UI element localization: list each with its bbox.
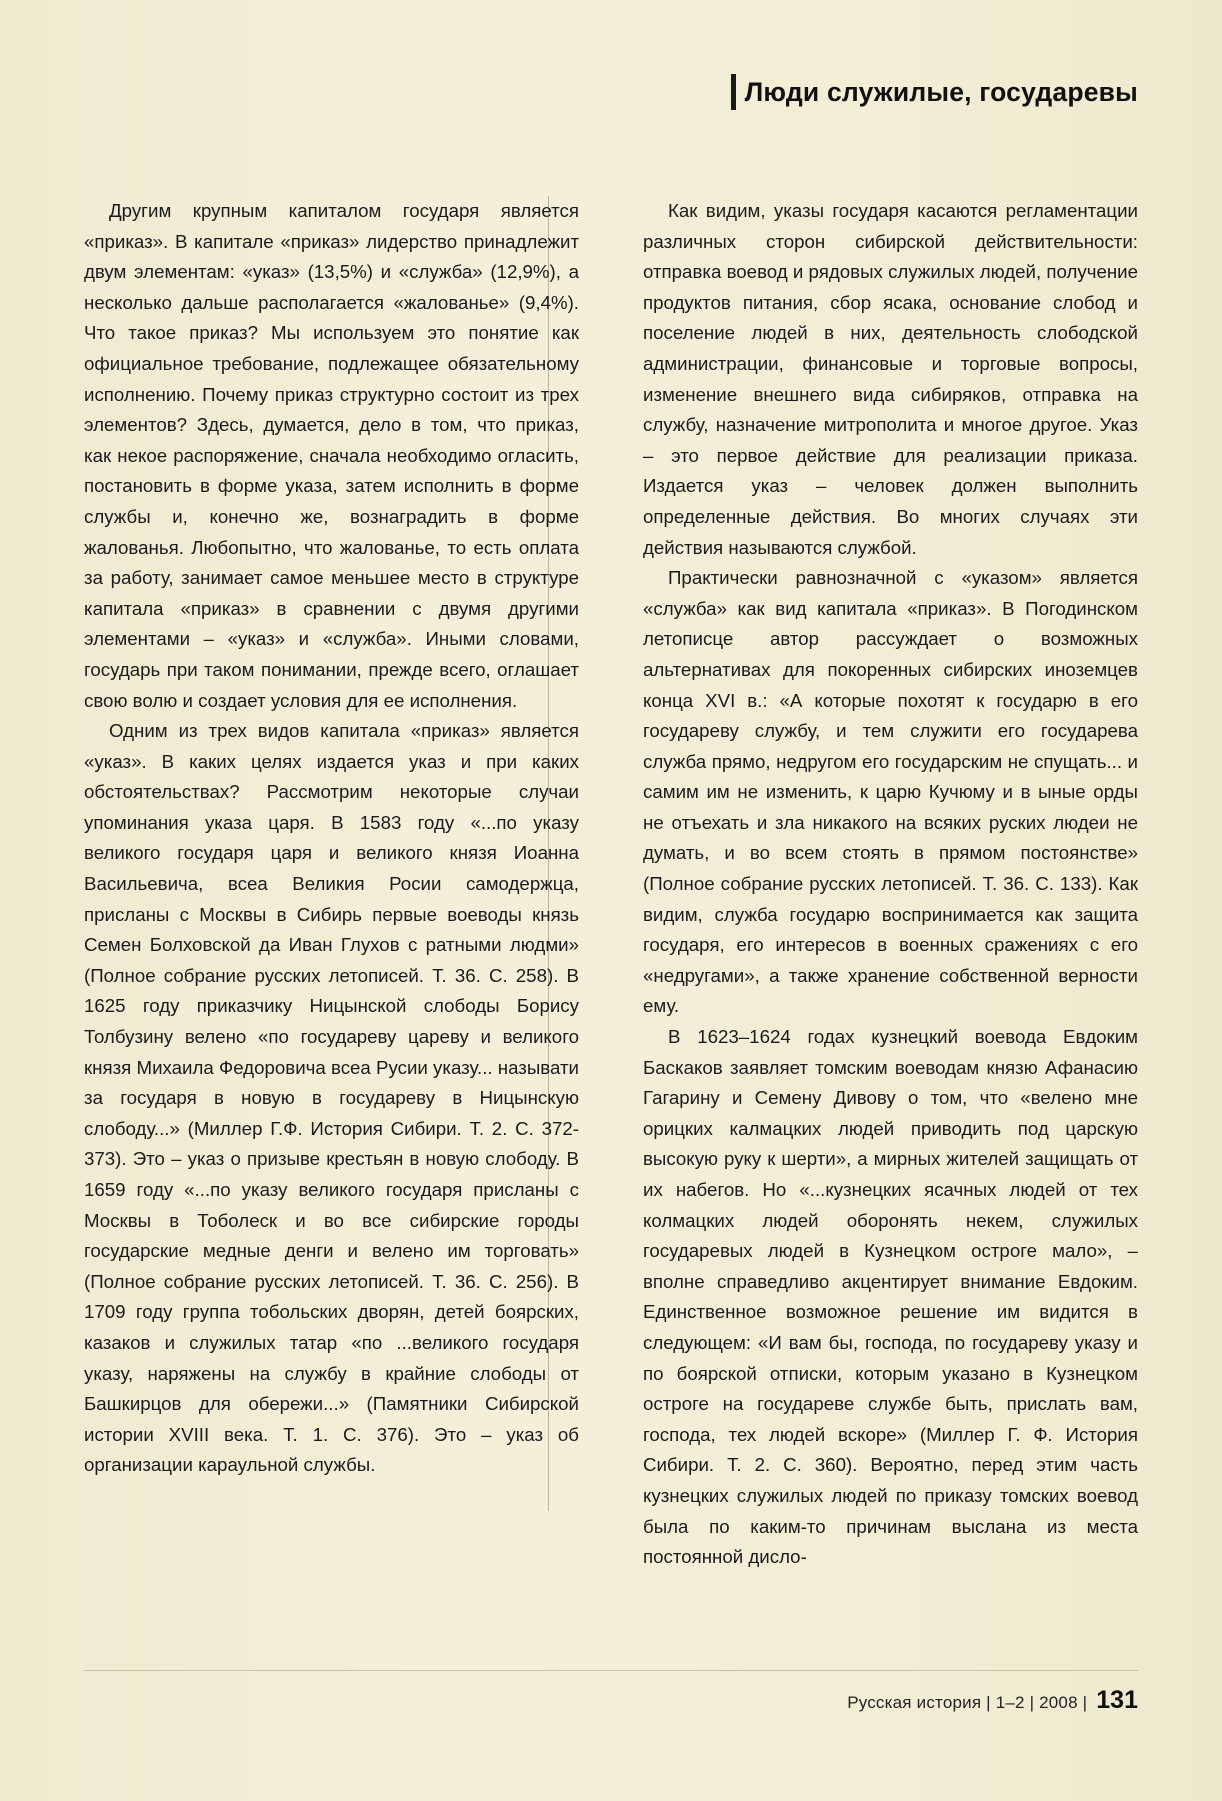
page-header: [731, 74, 1138, 110]
paragraph: Другим крупным капиталом государя является «приказ». В капитале «приказ» лидерство принадлежит двум элементам: «указ» (13,5%) и «служба» (12,9%), а несколько дальше располагается «жалованье» (9,4%). Что такое приказ? Мы используем это понятие как официальное требование, подлежащее обязательному исполнению. Почему приказ структурно состоит из трех элементов? Здесь, думается, дело в том, что приказ, как некое распоряжение, сначала необходимо огласить, постановить в форме указа, затем исполнить в форме службы и, конечно же, вознаградить в форме жалованья. Любопытно, что жалованье, то есть оплата за работу, занимает самое меньшее место в структуре капитала «приказ» в сравнении с двумя другими элементами – «указ» и «служба». Иными словами, государь при таком понимании, прежде всего, оглашает свою волю и создает условия для ее исполнения.: [84, 200, 579, 711]
page-title: Люди служилые, государевы: [744, 76, 1138, 107]
page-footer: [84, 1686, 1138, 1715]
paragraph: Как видим, указы государя касаются регламентации различных сторон сибирской действительности: отправка воевод и рядовых служилых людей, получение продуктов питания, сбор ясака, основание слобод и поселение людей в них, деятельность слободской администрации, финансовые и торговые вопросы, изменение внешнего вида сибиряков, отправка на службу, назначение митрополита и многое другое. Указ – это первое действие для реализации приказа. Издается указ – человек должен выполнить определенные действия. Во многих случаях эти действия называются службой.: [643, 200, 1138, 558]
right-column: [643, 196, 1138, 1573]
footer-divider: [84, 1670, 1138, 1671]
paragraph: В 1623–1624 годах кузнецкий воевода Евдоким Баскаков заявляет томским воеводам князю Афанасию Гагарину и Семену Дивову о том, что «велено мне орицких калмацких людей приводить под царскую высокую руку к шерти», а мирных жителей защищать от их набегов. Но «...кузнецких ясачных людей от тех колмацких людей оборонять некем, служилых государевых людей в Кузнецком остроге мало», – вполне справедливо акцентирует внимание Евдоким. Единственное возможное решение им видится в следующем: «И вам бы, господа, по государеву указу и по боярской отписки, которым указано в Кузнецком остроге на государеве службе быть, прислать вам, господа, тех людей вскоре» (Миллер Г. Ф. История Сибири. Т. 2. С. 360). Вероятно, перед этим часть кузнецких служилых людей по приказу томских воевод была по каким-то причинам выслана из места постоянной дисло-: [643, 1026, 1138, 1568]
body-columns: [84, 196, 1138, 1573]
page-number: 131: [1096, 1686, 1138, 1714]
paragraph: Одним из трех видов капитала «приказ» является «указ». В каких целях издается указ и при каких обстоятельствах? Рассмотрим некоторые случаи упоминания указа царя. В 1583 году «...по указу великого государя царя и великого князя Иоанна Васильевича, всеа Великия Росии самодержца, присланы с Москвы в Сибирь первые воеводы князь Семен Болховской да Иван Глухов с ратными людми» (Полное собрание русских летописей. Т. 36. С. 258). В 1625 году приказчику Ницынской слободы Борису Толбузину велено «по государеву цареву и великого князя Михаила Федоровича всеа Русии указу... называти за государя в новую в государеву в Ницынскую слободу...» (Миллер Г.Ф. История Сибири. Т. 2. С. 372-373). Это – указ о призыве крестьян в новую слободу. В 1659 году «...по указу великого государя присланы с Москвы в Тоболеск и во все сибирские городы государские медные денги и велено им торговать» (Полное собрание русских летописей. Т. 36. С. 256). В 1709 году группа тобольских дворян, детей боярских, казаков и служилых татар «по ...великого государя указу, наряжены на службу в крайние слободы от Башкирцов для обережи...» (Памятники Сибирской истории XVIII века. Т. 1. С. 376). Это – указ об организации караульной службы.: [84, 720, 579, 1476]
left-column: [84, 196, 579, 1573]
header-rule-mark: [731, 74, 736, 110]
paragraph: Практически равнозначной с «указом» является «служба» как вид капитала «приказ». В Погодинском летописце автор рассуждает о возможных альтернативах для покоренных сибирских иноземцев конца XVI в.: «А которые похотят к государю в его государеву службу, и тем служити его государева служба прямо, недругом его государским не спущать... и самим им не изменить, к царю Кучюму и в ыные орды не отъехать и зла никакого на всяких руских людеи не думать, и во всем стоять в прямом постоянстве» (Полное собрание русских летописей. Т. 36. С. 133). Как видим, служба государю воспринимается как защита государя, его интересов в военных сражениях с его «недругами», а также хранение собственной верности ему.: [643, 567, 1138, 1017]
journal-imprint: Русская история | 1–2 | 2008 |: [847, 1693, 1088, 1712]
